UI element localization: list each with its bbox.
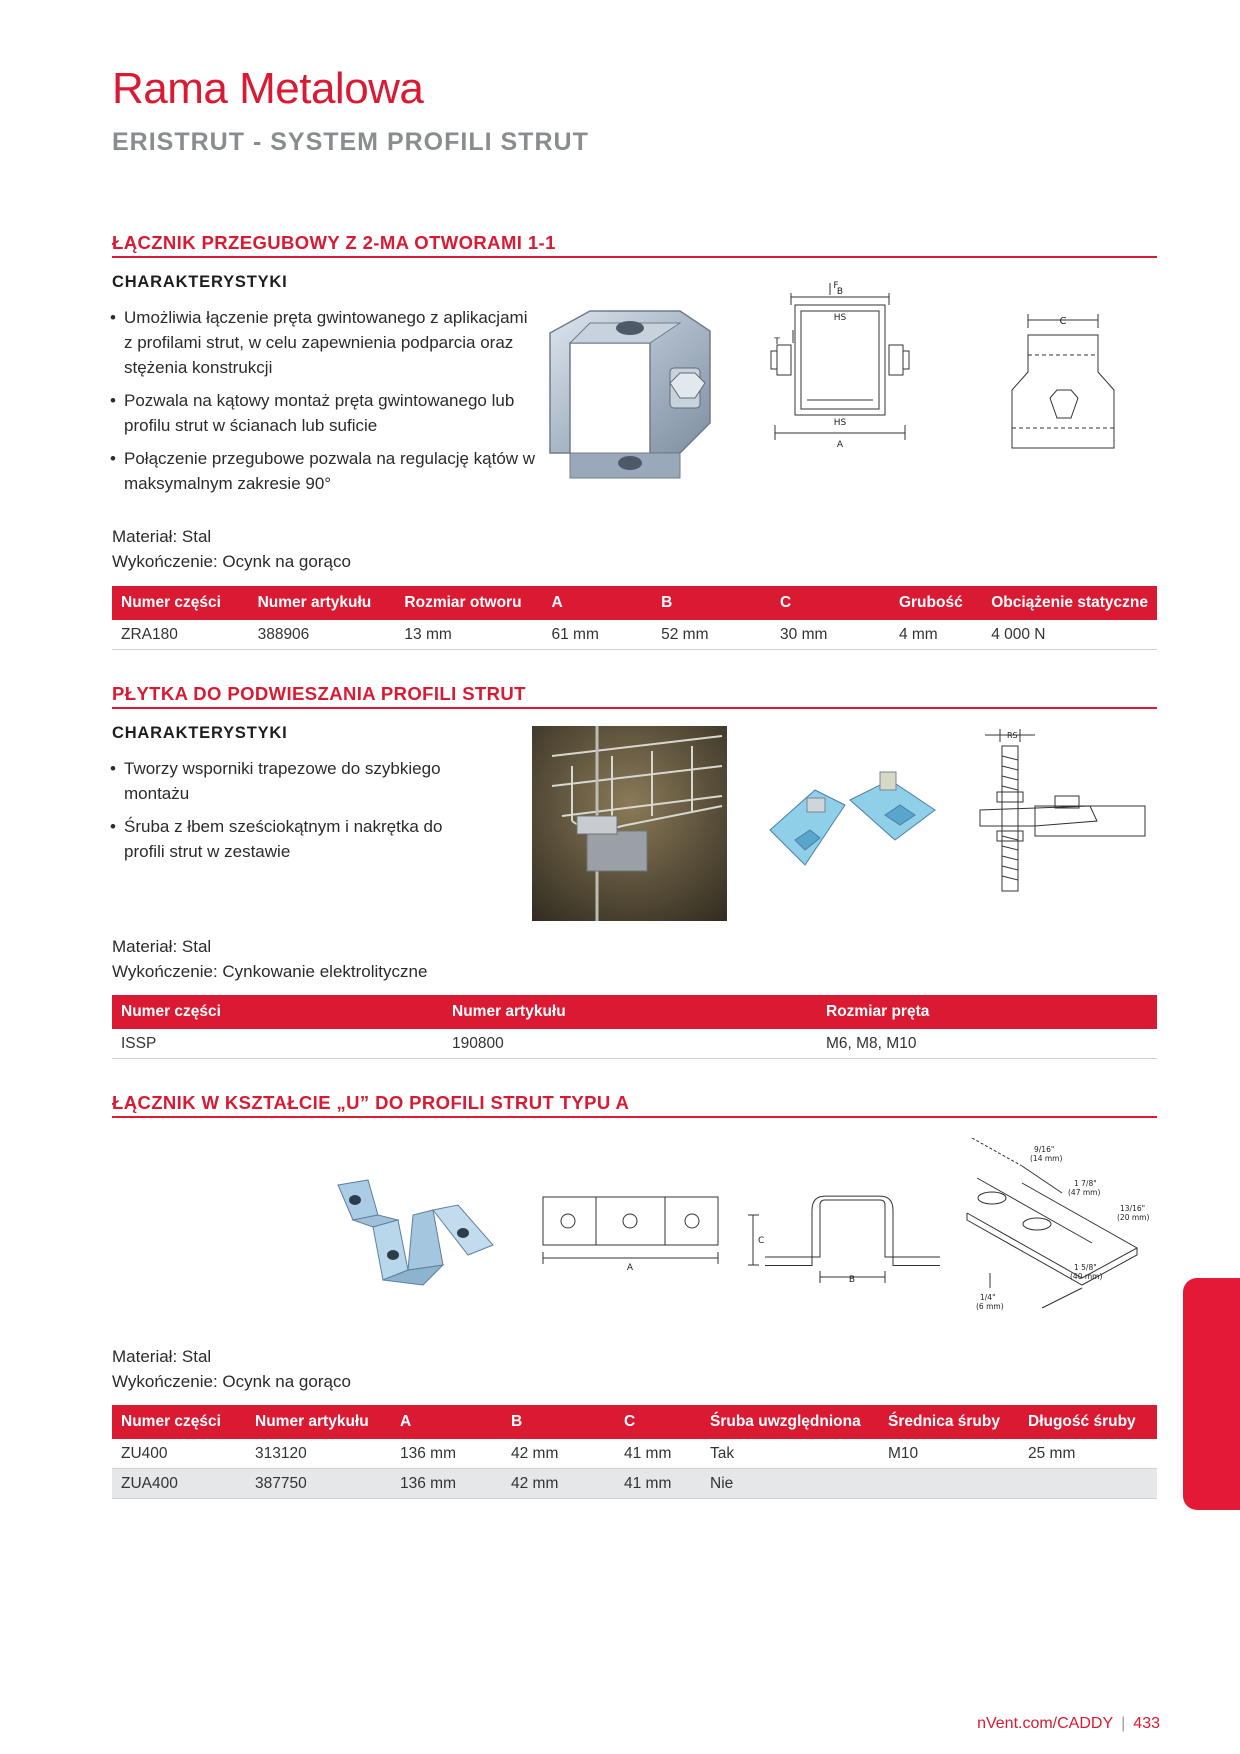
section-1-rule xyxy=(112,256,1157,258)
section-3-material: Materiał: Stal xyxy=(112,1347,212,1366)
u-connector-side-drawing xyxy=(745,1195,945,1285)
col-header: Rozmiar pręta xyxy=(817,995,1157,1029)
table-cell: 61 mm xyxy=(543,620,653,650)
section-1-char-heading: CHARAKTERYSTYKI xyxy=(112,273,288,291)
col-header: B xyxy=(502,1405,615,1439)
table-cell: 388906 xyxy=(249,620,396,650)
col-header: Numer artykułu xyxy=(246,1405,391,1439)
table-cell: ZU400 xyxy=(112,1439,246,1469)
col-header: Numer części xyxy=(112,586,249,620)
dim-width-in: 1 5/8" xyxy=(1074,1263,1097,1272)
u-connector-top-drawing xyxy=(538,1192,723,1277)
page-number: 433 xyxy=(1133,1715,1160,1732)
section-2-material: Materiał: Stal xyxy=(112,937,212,956)
col-header: Obciążenie statyczne xyxy=(982,586,1157,620)
table-cell: 136 mm xyxy=(391,1469,502,1499)
col-header: C xyxy=(615,1405,701,1439)
section-1-table xyxy=(112,586,1157,650)
dim-hole-diameter-in: 9/16" xyxy=(1034,1145,1055,1154)
section-1-material: Materiał: Stal xyxy=(112,527,212,546)
dim-edge-in: 13/16" xyxy=(1120,1204,1146,1213)
bullet: • Tworzy wsporniki trapezowe do szybkiego montażu xyxy=(108,756,458,806)
section-2-bullets xyxy=(108,756,458,872)
dim-thickness-mm: (6 mm) xyxy=(976,1302,1004,1311)
section-2-char-heading: CHARAKTERYSTYKI xyxy=(112,724,288,742)
table-cell: 41 mm xyxy=(615,1439,701,1469)
u-connector-isometric-drawing xyxy=(962,1138,1162,1328)
dim-c-label: C xyxy=(1059,316,1067,327)
chapter-tab[interactable] xyxy=(1183,1278,1240,1510)
col-header: Śruba uwzględniona xyxy=(701,1405,879,1439)
page-title: Rama Metalowa xyxy=(112,64,424,113)
table-cell: Nie xyxy=(701,1469,879,1499)
dim-thickness-in: 1/4" xyxy=(980,1293,996,1302)
section-1-finish: Wykończenie: Ocynk na gorąco xyxy=(112,552,351,571)
col-header: Numer części xyxy=(112,1405,246,1439)
hinge-front-drawing xyxy=(765,275,915,450)
hanger-plate-product-image xyxy=(765,770,940,880)
table-cell: ISSP xyxy=(112,1029,443,1059)
col-header: C xyxy=(771,586,890,620)
dim-rs-label: RS xyxy=(1007,731,1018,740)
table-cell: ZUA400 xyxy=(112,1469,246,1499)
hanger-plate-drawing xyxy=(975,726,1155,896)
footer-separator: | xyxy=(1121,1715,1126,1732)
dim-t-label: T xyxy=(774,337,780,347)
table-cell: 4 000 N xyxy=(982,620,1157,650)
table-cell: M6, M8, M10 xyxy=(817,1029,1157,1059)
section-2-table xyxy=(112,995,1157,1059)
dim-edge-mm: (20 mm) xyxy=(1117,1213,1150,1222)
section-2-rule xyxy=(112,707,1157,709)
col-header: Grubość xyxy=(890,586,982,620)
u-connector-image xyxy=(333,1175,498,1295)
col-header: Długość śruby xyxy=(1019,1405,1157,1439)
table-cell xyxy=(1019,1469,1157,1499)
table-cell: ZRA180 xyxy=(112,620,249,650)
table-cell: M10 xyxy=(879,1439,1019,1469)
table-cell: 42 mm xyxy=(502,1469,615,1499)
dim-hs-bottom-label: HS xyxy=(833,418,847,428)
table-cell xyxy=(879,1469,1019,1499)
table-row xyxy=(112,1469,1157,1499)
table-cell: 190800 xyxy=(443,1029,817,1059)
section-2-finish: Wykończenie: Cynkowanie elektrolityczne xyxy=(112,962,428,981)
section-1-title: ŁĄCZNIK PRZEGUBOWY Z 2-MA OTWORAMI 1-1 xyxy=(112,232,556,253)
dim-a-label: A xyxy=(836,440,844,450)
col-header: A xyxy=(543,586,653,620)
col-header: A xyxy=(391,1405,502,1439)
col-header: Rozmiar otworu xyxy=(395,586,542,620)
table-cell: 13 mm xyxy=(395,620,542,650)
bullet: • Pozwala na kątowy montaż pręta gwintowanego lub profilu strut w ścianach lub suficie xyxy=(108,388,538,438)
table-cell: 387750 xyxy=(246,1469,391,1499)
table-cell: 42 mm xyxy=(502,1439,615,1469)
dim-width-mm: (40 mm) xyxy=(1070,1272,1103,1281)
table-cell: 136 mm xyxy=(391,1439,502,1469)
table-cell: 52 mm xyxy=(652,620,771,650)
section-3-rule xyxy=(112,1116,1157,1118)
table-cell: Tak xyxy=(701,1439,879,1469)
table-cell: 313120 xyxy=(246,1439,391,1469)
table-row xyxy=(112,620,1157,650)
dim-b-label: B xyxy=(836,287,844,297)
dim-hs-top-label: HS xyxy=(833,313,847,323)
hanger-plate-installation-photo xyxy=(532,726,727,921)
dim-hole-spacing-mm: (47 mm) xyxy=(1068,1188,1101,1197)
footer-site-link[interactable]: nVent.com/CADDY xyxy=(977,1715,1114,1732)
table-row xyxy=(112,1029,1157,1059)
col-header: Numer artykułu xyxy=(443,995,817,1029)
page-subtitle: ERISTRUT - SYSTEM PROFILI STRUT xyxy=(112,128,589,156)
bullet: • Umożliwia łączenie pręta gwintowanego z aplikacjami z profilami strut, w celu zapewnienia podparcia oraz stężenia konstrukcji xyxy=(108,305,538,380)
dim-b-label: B xyxy=(848,1275,856,1285)
table-cell: 30 mm xyxy=(771,620,890,650)
dim-hole-diameter-mm: (14 mm) xyxy=(1030,1154,1063,1163)
dim-f-label: F xyxy=(833,281,839,291)
dim-hole-spacing-in: 1 7/8" xyxy=(1074,1179,1097,1188)
section-3-title: ŁĄCZNIK W KSZTAŁCIE „U” DO PROFILI STRUT TYPU A xyxy=(112,1092,630,1113)
col-header: Numer artykułu xyxy=(249,586,396,620)
page-footer xyxy=(977,1715,1160,1733)
col-header: Numer części xyxy=(112,995,443,1029)
table-cell: 4 mm xyxy=(890,620,982,650)
table-row xyxy=(112,1439,1157,1469)
section-1-bullets xyxy=(108,305,538,504)
bullet: • Śruba z łbem sześciokątnym i nakrętka do profili strut w zestawie xyxy=(108,814,458,864)
hinge-side-drawing xyxy=(1010,310,1115,450)
dim-a-label: A xyxy=(626,1263,634,1273)
col-header: B xyxy=(652,586,771,620)
section-3-table xyxy=(112,1405,1157,1499)
table-cell: 25 mm xyxy=(1019,1439,1157,1469)
bullet: • Połączenie przegubowe pozwala na regulację kątów w maksymalnym zakresie 90° xyxy=(108,446,538,496)
section-3-finish: Wykończenie: Ocynk na gorąco xyxy=(112,1372,351,1391)
section-2-title: PŁYTKA DO PODWIESZANIA PROFILI STRUT xyxy=(112,683,526,704)
table-cell: 41 mm xyxy=(615,1469,701,1499)
dim-c-label: C xyxy=(758,1236,765,1246)
hinge-connector-image xyxy=(530,303,730,488)
col-header: Średnica śruby xyxy=(879,1405,1019,1439)
